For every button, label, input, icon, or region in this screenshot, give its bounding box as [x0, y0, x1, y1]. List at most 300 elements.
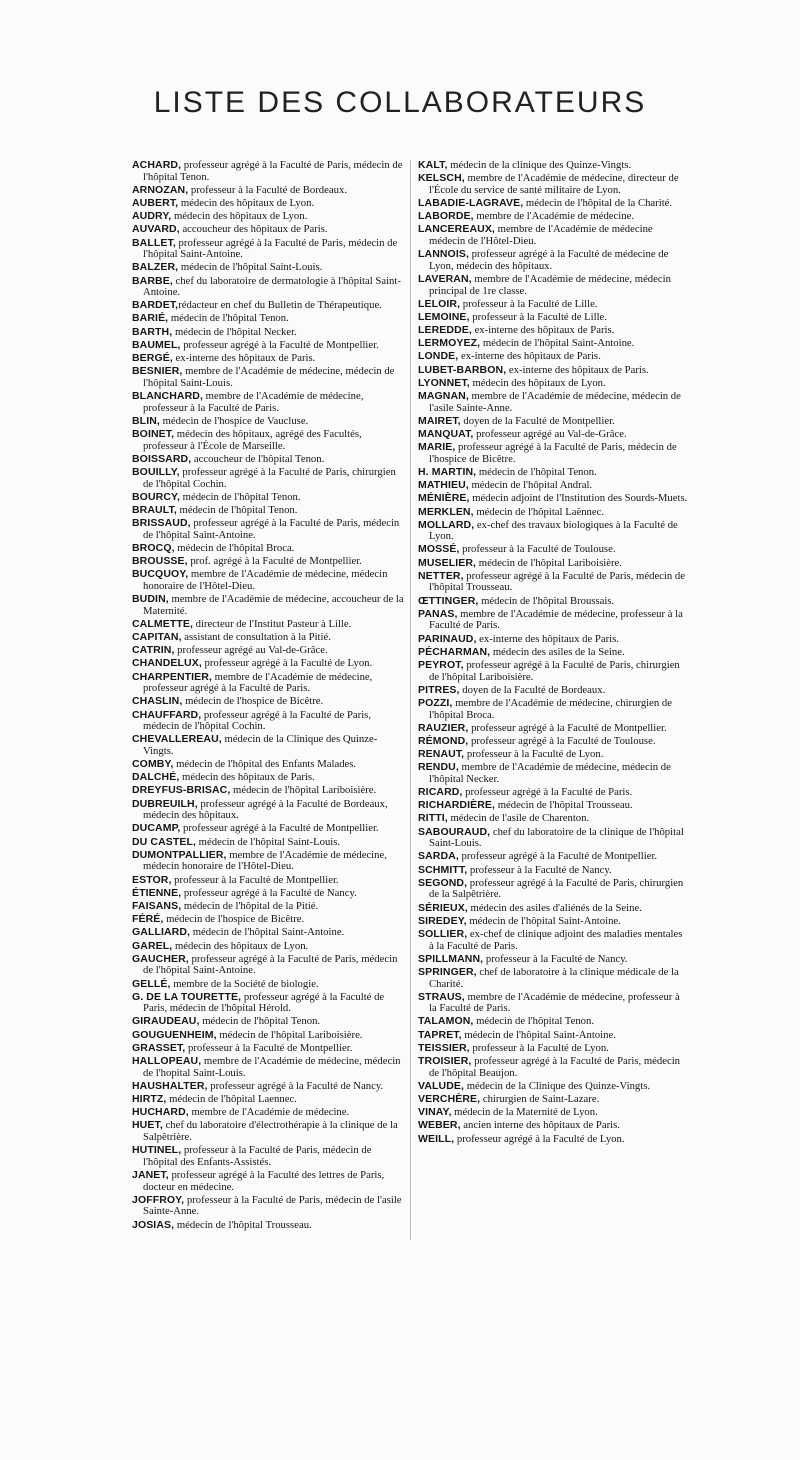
contributor-description: directeur de l'Institut Pasteur à Lille.	[192, 617, 352, 630]
contributor-entry	[418, 685, 688, 697]
contributor-description: professeur agrégé au Val-de-Grâce.	[473, 427, 627, 440]
contributor-name: MOLLARD,	[418, 518, 475, 531]
contributor-entry	[132, 276, 404, 299]
contributor-description: membre de l'Académie de médecine, médecin principal de 1re classe.	[429, 272, 671, 297]
contributor-entry	[418, 929, 688, 952]
contributor-name: HUCHARD,	[132, 1106, 189, 1119]
contributor-description: membre de l'Académie de médecine médecin de l'Hôtel-Dieu.	[429, 223, 653, 247]
contributor-name: PEYROT,	[418, 658, 464, 671]
page-title: LISTE DES COLLABORATEURS	[153, 86, 647, 119]
contributor-entry	[132, 1016, 404, 1028]
contributor-description: assistant de consultation à la Pitié.	[181, 631, 331, 643]
contributor-name: CAPITAN,	[132, 631, 182, 643]
contributor-entry	[418, 903, 688, 915]
contributor-description: professeur agrégé à la Faculté de Paris, médecin de l'hôpital Cochin.	[143, 708, 371, 733]
contributor-name: JOFFROY,	[132, 1193, 185, 1206]
contributor-name: KELSCH,	[418, 172, 465, 185]
contributor-name: ESTOR,	[132, 873, 172, 886]
contributor-name: CHARPENTIER,	[132, 670, 212, 683]
contributor-name: SCHMITT,	[418, 863, 468, 876]
contributor-name: COMBY,	[132, 758, 174, 771]
contributor-entry	[418, 211, 688, 223]
contributor-description: rédacteur en chef du Bulletin de Thérapeutique.	[178, 299, 382, 312]
contributor-description: professeur à la Faculté de Lyon.	[464, 748, 604, 761]
contributor-name: GRASSET,	[132, 1041, 186, 1054]
contributor-description: médecin de l'hôpital Trousseau.	[495, 799, 633, 812]
contributor-description: médecin de l'asile de Charenton.	[447, 812, 590, 825]
contributor-entry	[418, 1107, 688, 1119]
contributor-entry	[418, 249, 688, 272]
contributor-name: SPILLMANN,	[418, 952, 484, 965]
contributor-name: TEISSIER,	[418, 1041, 470, 1054]
contributor-description: accoucheur des hôpitaux de Paris.	[179, 223, 328, 236]
contributor-entry	[418, 787, 688, 799]
contributor-description: professeur à la Faculté de Lille.	[469, 310, 607, 323]
contributor-description: médecin des hôpitaux de Lyon.	[178, 196, 315, 209]
contributor-description: médecin de l'hôpital Tenon.	[168, 312, 289, 325]
contributor-description: chef du laboratoire de dermatologie à l'hôpital Saint-Antoine.	[143, 274, 401, 299]
contributor-entry	[132, 785, 404, 797]
contributor-entry	[132, 837, 404, 849]
contributor-description: membre de l'Académie de médecine, médecin honoraire de l'Hôtel-Dieu.	[143, 568, 388, 592]
contributor-description: médecin de l'hôpital Lariboisière.	[216, 1028, 363, 1041]
contributor-entry	[132, 416, 404, 428]
contributor-description: médecin de l'hôpital Saint-Louis.	[196, 835, 341, 848]
contributor-description: chef de laboratoire à la clinique médicale de la Charité.	[429, 965, 679, 990]
contributor-name: LANCEREAUX,	[418, 223, 495, 236]
contributor-entry	[418, 827, 688, 850]
contributor-entry	[418, 813, 688, 825]
contributor-name: GOUGUENHEIM,	[132, 1028, 217, 1041]
contributor-description: chirurgien de Saint-Lazare.	[480, 1093, 600, 1105]
contributor-name: GAUCHER,	[132, 952, 189, 965]
contributor-description: membre de l'Académie de médecine.	[188, 1106, 350, 1119]
contributor-entry	[418, 571, 688, 594]
contributor-name: HUET,	[132, 1119, 163, 1132]
contributor-entry	[418, 1120, 688, 1132]
contributor-entry	[132, 353, 404, 365]
contributor-entry	[132, 238, 404, 261]
contributor-description: ex-interne des hôpitaux de Paris.	[172, 352, 316, 365]
contributor-description: médecin de l'hôpital Laennec.	[166, 1093, 297, 1105]
contributor-entry	[132, 391, 404, 414]
contributor-name: BOINET,	[132, 427, 175, 440]
contributor-description: médecin de l'hospice de Bicêtre.	[182, 695, 324, 708]
contributor-name: BARIÉ,	[132, 312, 169, 325]
contributor-entry	[418, 224, 688, 247]
contributor-description: professeur agrégé à la Faculté de Lyon.	[201, 657, 373, 670]
contributor-entry	[132, 160, 404, 183]
contributor-entry	[132, 594, 404, 617]
contributor-entry	[132, 658, 404, 670]
contributor-name: SOLLIER,	[418, 927, 468, 940]
contributor-entry	[132, 941, 404, 953]
contributor-name: AUVARD,	[132, 223, 180, 236]
contributor-description: ex-interne des hôpitaux de Paris.	[476, 632, 619, 645]
contributor-name: GELLÉ,	[132, 977, 171, 990]
contributor-description: professeur agrégé à la Faculté de Toulouse.	[468, 734, 656, 747]
contributor-entry	[418, 493, 688, 505]
contributor-name: HALLOPEAU,	[132, 1055, 202, 1068]
contributor-name: BOURCY,	[132, 490, 180, 503]
contributor-name: VALUDE,	[418, 1079, 465, 1092]
contributor-description: membre de l'Académie de médecine, directeur de l'École du service de santé militaire de Lyon.	[429, 172, 679, 196]
contributor-description: professeur agrégé à la Faculté de Bordeaux, médecin des hôpitaux.	[143, 797, 388, 822]
contributor-description: professeur agrégé à la Faculté de Paris, médecin de l'hôpital Saint-Antoine.	[143, 952, 398, 977]
contributor-name: TROISIER,	[418, 1055, 472, 1068]
contributor-description: médecin de la Clinique des Quinze-Vingts.	[464, 1079, 651, 1092]
contributor-entry	[132, 901, 404, 913]
contributor-name: BALLET,	[132, 236, 176, 249]
contributor-entry	[418, 325, 688, 337]
contributor-description: ex-interne des hôpitaux de Paris.	[458, 350, 601, 363]
contributor-description: médecin de l'hôpital Tenon.	[473, 1015, 595, 1028]
left-column	[132, 160, 404, 1233]
contributor-entry	[132, 850, 404, 873]
contributor-entry	[418, 520, 688, 543]
contributor-name: MOSSÉ,	[418, 543, 460, 556]
contributor-name: RICARD,	[418, 786, 463, 799]
contributor-name: LERMOYEZ,	[418, 337, 481, 350]
contributor-name: PÉCHARMAN,	[418, 645, 491, 658]
contributor-description: médecin de l'hospice de Vaucluse.	[159, 414, 309, 427]
contributor-description: doyen de la Faculté de Bordeaux.	[459, 683, 606, 696]
contributor-entry	[132, 505, 404, 517]
contributor-entry	[132, 429, 404, 452]
contributor-description: chef du laboratoire d'électrothérapie à la clinique de la Salpêtrière.	[143, 1119, 398, 1143]
contributor-entry	[132, 1120, 404, 1143]
contributor-entry	[418, 160, 688, 172]
contributor-name: MAGNAN,	[418, 390, 469, 402]
contributor-entry	[132, 734, 404, 757]
contributor-entry	[418, 596, 688, 608]
contributor-description: médecin de la clinique des Quinze-Vingts.	[447, 159, 632, 171]
contributor-entry	[418, 1016, 688, 1028]
contributor-description: membre de l'Académie de médecine, professeur à la Faculté de Paris.	[429, 607, 683, 632]
contributor-entry	[132, 467, 404, 490]
contributor-name: VINAY,	[418, 1106, 452, 1119]
contributor-entry	[418, 660, 688, 683]
contributor-description: médecin de l'hôpital Saint-Antoine.	[480, 337, 635, 350]
contributor-name: WEBER,	[418, 1119, 461, 1132]
contributor-description: membre de l'Académie de médecine, professeur à la Faculté de Paris.	[429, 990, 680, 1015]
contributor-description: membre de l'Académie de médecine, chirurgien de l'hôpital Broca.	[429, 696, 672, 721]
contributor-entry	[418, 274, 688, 297]
contributor-entry	[418, 365, 688, 377]
contributor-name: MERKLEN,	[418, 505, 474, 518]
contributor-description: ex-chef de clinique adjoint des maladies mentales à la Faculté de Paris.	[429, 927, 683, 952]
contributor-name: AUDRY,	[132, 210, 172, 223]
contributor-description: membre de l'Académie de médecine.	[473, 210, 635, 223]
contributor-description: membre de l'Académie de médecine, médecin de l'hôpital Saint-Louis.	[143, 365, 395, 389]
contributor-name: BARTH,	[132, 325, 173, 338]
contributor-name: CATRIN,	[132, 644, 175, 657]
contributor-entry	[132, 1220, 404, 1232]
contributor-description: membre de l'Académie de médecine, accoucheur de la Maternité.	[143, 593, 404, 617]
contributor-description: membre de l'Académie de médecine, professeur à la Faculté de Paris.	[143, 390, 364, 414]
contributor-name: KALT,	[418, 159, 448, 171]
contributor-entry	[132, 340, 404, 352]
contributor-name: PARINAUD,	[418, 632, 477, 645]
contributor-name: DUMONTPALLIER,	[132, 848, 227, 861]
contributor-entry	[418, 954, 688, 966]
contributor-entry	[132, 1145, 404, 1168]
contributor-name: ŒTTINGER,	[418, 594, 479, 607]
contributor-description: médecin de l'hôpital Saint-Antoine.	[461, 1028, 616, 1041]
contributor-entry	[418, 1043, 688, 1055]
contributor-description: professeur agrégé à la Faculté de Montpellier.	[458, 850, 658, 863]
contributor-description: médecin des hôpitaux de Lyon.	[469, 376, 606, 389]
contributor-description: médecin de l'hôpital Broca.	[174, 541, 295, 554]
contributor-description: doyen de la Faculté de Montpellier.	[460, 414, 615, 427]
contributor-description: professeur à la Faculté de Paris, médecin de l'hôpital des Enfants-Assistés.	[143, 1144, 372, 1168]
contributor-name: GAREL,	[132, 939, 173, 952]
contributor-name: JOSIAS,	[132, 1218, 175, 1231]
contributor-entry	[418, 1094, 688, 1106]
contributor-name: BRISSAUD,	[132, 517, 191, 530]
contributor-entry	[132, 645, 404, 657]
contributor-name: PITRES,	[418, 683, 460, 696]
contributor-description: médecin des asiles de la Seine.	[490, 645, 625, 658]
contributor-entry	[132, 992, 404, 1015]
contributor-description: professeur agrégé à la Faculté de Paris, médecin de l'hôpital Saint-Antoine.	[143, 517, 400, 541]
contributor-description: médecin de l'hôpital des Enfants Malades.	[173, 758, 357, 771]
contributor-description: professeur agrégé à la Faculté de Paris, médecin de l'hospice de Bicêtre.	[429, 441, 677, 465]
contributor-name: FAISANS,	[132, 899, 182, 912]
contributor-entry	[132, 710, 404, 733]
contributor-entry	[418, 338, 688, 350]
contributor-description: médecin des asiles d'aliénés de la Seine.	[467, 901, 642, 914]
contributor-name: AUBERT,	[132, 196, 179, 209]
contributor-description: professeur agrégé à la Faculté de Paris, médecin de l'hôpital Beaujon.	[429, 1055, 681, 1079]
contributor-entry	[132, 696, 404, 708]
contributor-name: RAUZIER,	[418, 721, 469, 734]
contributor-description: professeur agrégé à la Faculté de Paris.	[462, 786, 633, 799]
contributor-name: G. DE LA TOURETTE,	[132, 990, 242, 1003]
contributor-name: BALZER,	[132, 261, 179, 274]
contributor-name: LAVERAN,	[418, 272, 472, 285]
contributor-name: CHAUFFARD,	[132, 708, 202, 721]
contributor-description: professeur agrégé à la Faculté de Montpellier.	[468, 721, 667, 734]
contributor-entry	[132, 198, 404, 210]
contributor-name: CHEVALLEREAU,	[132, 733, 222, 746]
contributor-entry	[132, 454, 404, 466]
contributor-name: DUCAMP,	[132, 822, 181, 835]
right-column	[418, 160, 688, 1147]
contributor-entry	[418, 723, 688, 735]
contributor-entry	[132, 619, 404, 631]
contributor-entry	[418, 800, 688, 812]
contributor-name: H. MARTIN,	[418, 465, 477, 478]
contributor-description: médecin de l'hôpital Andral.	[468, 479, 593, 492]
contributor-description: professeur agrégé au Val-de-Grâce.	[174, 644, 328, 657]
contributor-entry	[418, 698, 688, 721]
contributor-description: professeur agrégé à la Faculté de Nancy.	[181, 886, 357, 899]
contributor-entry	[132, 672, 404, 695]
contributor-name: ACHARD,	[132, 159, 182, 171]
contributor-entry	[132, 1170, 404, 1193]
contributor-description: médecin de l'hôpital de la Pitié.	[181, 899, 319, 912]
contributor-description: professeur à la Faculté de Bordeaux.	[188, 183, 347, 196]
contributor-entry	[132, 823, 404, 835]
contributor-entry	[418, 351, 688, 363]
contributor-description: médecin de l'hôpital de la Charité.	[523, 196, 673, 209]
contributor-description: médecin adjoint de l'Institution des Sourds-Muets.	[469, 492, 688, 505]
contributor-entry	[418, 762, 688, 785]
contributor-name: RENAUT,	[418, 748, 465, 761]
contributor-name: BOISSARD,	[132, 452, 192, 465]
contributor-name: MUSELIER,	[418, 556, 477, 569]
contributor-description: médecin de l'hôpital Saint-Louis.	[178, 261, 323, 274]
contributor-name: RENDU,	[418, 761, 459, 774]
contributor-entry	[418, 1030, 688, 1042]
contributor-name: LUBET-BARBON,	[418, 363, 507, 376]
contributor-description: professeur à la Faculté de Nancy.	[483, 952, 628, 965]
contributor-entry	[418, 865, 688, 877]
contributor-entry	[418, 558, 688, 570]
contributor-name: TAPRET,	[418, 1028, 462, 1041]
contributor-name: BROCQ,	[132, 541, 175, 554]
contributor-entry	[132, 327, 404, 339]
contributor-name: SABOURAUD,	[418, 825, 491, 838]
contributor-entry	[132, 492, 404, 504]
contributor-name: WEILL,	[418, 1132, 455, 1145]
contributor-description: membre de la Société de biologie.	[170, 977, 319, 990]
contributor-description: professeur agrégé à la Faculté de Nancy.	[207, 1079, 384, 1092]
contributor-entry	[418, 480, 688, 492]
contributor-name: BARBE,	[132, 274, 173, 287]
contributor-description: professeur agrégé à la Faculté de Lyon.	[454, 1132, 625, 1145]
contributor-description: professeur à la Faculté de Paris, médecin de l'asile Sainte-Anne.	[143, 1193, 402, 1218]
contributor-entry	[418, 878, 688, 901]
contributor-name: BLANCHARD,	[132, 390, 203, 402]
contributor-description: médecin de l'hôpital Tenon.	[179, 490, 301, 503]
contributor-description: médecin de l'hôpital Tenon.	[199, 1015, 321, 1028]
contributor-description: professeur agrégé à la Faculté de Paris, médecin de l'hôpital Trousseau.	[429, 569, 685, 594]
contributor-description: prof. agrégé à la Faculté de Montpellier.	[187, 555, 362, 568]
contributor-description: médecin de l'hôpital Tenon.	[476, 465, 597, 478]
contributor-name: BAUMEL,	[132, 338, 181, 351]
contributor-entry	[132, 313, 404, 325]
contributor-name: VERCHÈRE,	[418, 1093, 481, 1105]
contributor-entry	[132, 1030, 404, 1042]
contributor-entry	[418, 634, 688, 646]
contributor-entry	[418, 507, 688, 519]
contributor-entry	[132, 759, 404, 771]
contributor-description: professeur agrégé à la Faculté de Montpellier.	[180, 338, 379, 351]
contributor-name: LABORDE,	[418, 210, 474, 223]
contributor-entry	[132, 300, 404, 312]
contributor-description: professeur à la Faculté de Montpellier.	[171, 873, 339, 886]
contributor-entry	[132, 772, 404, 784]
contributor-entry	[418, 299, 688, 311]
contributor-description: médecin de l'hôpital Lariboisière.	[230, 784, 377, 797]
contributor-description: membre de l'Académie de médecine, médecin de l'asile Sainte-Anne.	[429, 390, 681, 414]
contributor-description: médecin de l'hôpital Necker.	[172, 325, 297, 338]
contributor-entry	[132, 262, 404, 274]
contributor-name: JANET,	[132, 1168, 169, 1181]
contributor-name: FÉRÉ,	[132, 913, 164, 926]
contributor-name: BARDET,	[132, 299, 179, 312]
contributor-name: SEGOND,	[418, 876, 468, 889]
contributor-name: CHANDELUX,	[132, 657, 202, 670]
contributor-entry	[132, 1081, 404, 1093]
contributor-name: RÉMOND,	[418, 734, 469, 747]
contributor-entry	[418, 467, 688, 479]
contributor-entry	[418, 544, 688, 556]
contributor-entry	[418, 1081, 688, 1093]
contributor-description: médecin de la Clinique des Quinze-Vingts.	[143, 733, 378, 757]
contributor-entry	[132, 632, 404, 644]
contributor-name: DUBREUILH,	[132, 797, 198, 810]
contributor-description: médecin des hôpitaux de Paris.	[179, 771, 315, 784]
contributor-name: HUTINEL,	[132, 1144, 182, 1157]
contributor-description: professeur agrégé à la Faculté de Paris, chirurgien de l'hôpital Lariboisière.	[429, 658, 680, 683]
contributor-entry	[418, 1134, 688, 1146]
contributor-name: GIRAUDEAU,	[132, 1015, 200, 1028]
contributor-name: DU CASTEL,	[132, 835, 196, 848]
contributor-description: ancien interne des hôpitaux de Paris.	[460, 1119, 620, 1132]
contributor-description: médecin de l'hôpital Lariboisière.	[476, 556, 622, 569]
contributor-description: médecin de l'hôpital Broussais.	[478, 594, 615, 607]
contributor-description: médecin de l'hôpital Trousseau.	[174, 1218, 312, 1231]
contributor-entry	[132, 927, 404, 939]
contributor-name: MATHIEU,	[418, 479, 469, 492]
contributor-description: médecin des hôpitaux de Lyon.	[172, 939, 309, 952]
contributor-entry	[132, 888, 404, 900]
contributor-description: médecin de l'hôpital Tenon.	[176, 503, 298, 516]
contributor-description: membre de l'Académie de médecine, médecin de l'hopital Saint-Louis.	[143, 1055, 401, 1079]
contributor-description: médecin des hôpitaux de Lyon.	[171, 210, 308, 223]
contributor-entry	[132, 1056, 404, 1079]
contributor-name: ÉTIENNE,	[132, 886, 182, 899]
contributor-name: BUCQUOY,	[132, 568, 189, 581]
contributor-name: LABADIE-LAGRAVE,	[418, 196, 524, 209]
contributor-description: médecin de l'hôpital Saint-Antoine.	[190, 926, 345, 939]
column-divider	[410, 160, 411, 1240]
contributor-description: professeur agrégé à la Faculté de Paris, chirurgien de la Salpêtrière.	[429, 876, 684, 901]
contributor-entry	[418, 1056, 688, 1079]
contributor-name: BOUILLY,	[132, 465, 180, 478]
contributor-description: professeur agrégé à la Faculté de Paris, médecin de l'hôpital Tenon.	[143, 159, 403, 183]
contributor-entry	[418, 312, 688, 324]
contributor-name: LEMOINE,	[418, 310, 470, 323]
contributor-entry	[418, 429, 688, 441]
contributor-name: DALCHÉ,	[132, 771, 180, 784]
contributor-description: professeur agrégé à la Faculté de médecine de Lyon, médecin des hôpitaux.	[429, 248, 669, 272]
contributor-name: BESNIER,	[132, 365, 183, 378]
contributor-entry	[132, 366, 404, 389]
contributor-entry	[132, 1043, 404, 1055]
contributor-name: BLIN,	[132, 414, 160, 427]
contributor-description: membre de l'Académie de médecine, professeur agrégé à la Faculté de Paris.	[143, 670, 373, 695]
contributor-name: LANNOIS,	[418, 248, 469, 261]
contributor-entry	[418, 967, 688, 990]
contributor-name: MAIRET,	[418, 414, 461, 427]
contributor-description: professeur agrégé à la Faculté de Montpellier.	[180, 822, 379, 835]
contributor-entry	[132, 211, 404, 223]
contributor-entry	[418, 916, 688, 928]
contributor-entry	[132, 914, 404, 926]
contributor-entry	[418, 378, 688, 390]
contributor-description: ex-interne des hôpitaux de Paris.	[506, 363, 649, 376]
contributor-name: LYONNET,	[418, 376, 470, 389]
contributor-name: GALLIARD,	[132, 926, 191, 939]
contributor-entry	[418, 851, 688, 863]
contributor-name: CALMETTE,	[132, 617, 193, 630]
contributor-entry	[132, 224, 404, 236]
contributor-entry	[418, 609, 688, 632]
